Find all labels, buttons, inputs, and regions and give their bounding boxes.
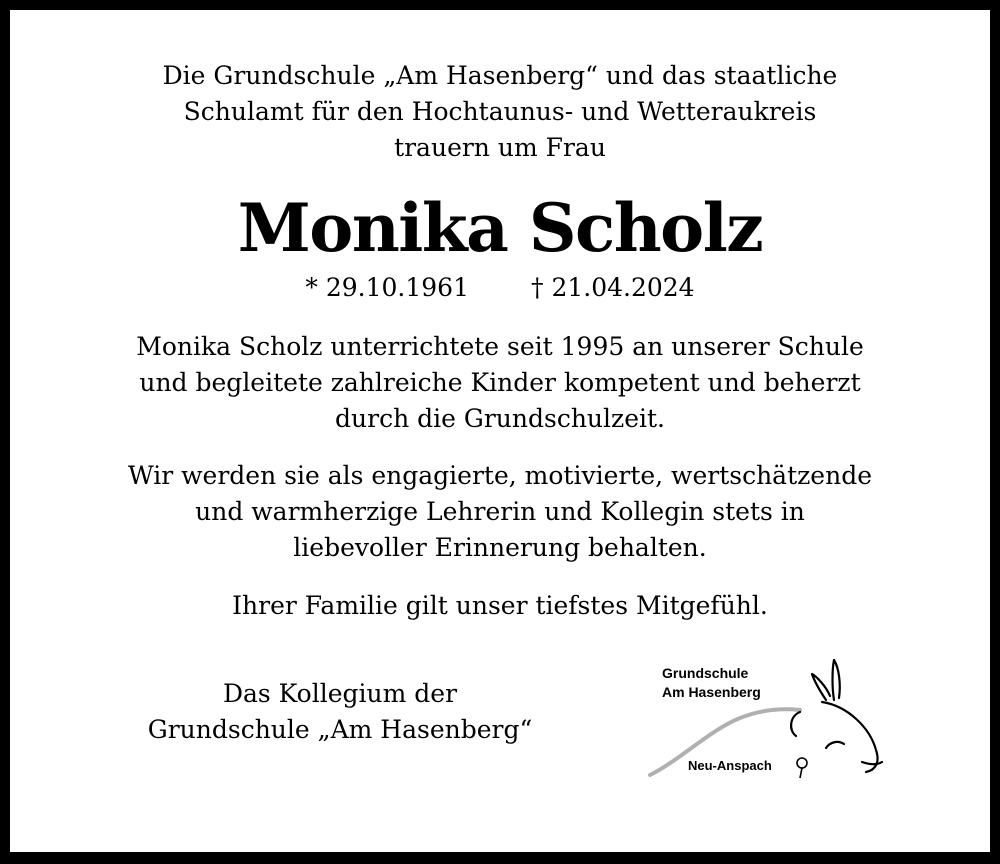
logo-line: Am Hasenberg bbox=[662, 684, 761, 700]
paragraph-line: und begleitete zahlreiche Kinder kompetent und beherzt bbox=[139, 368, 861, 397]
paragraph-line: Monika Scholz unterrichtete seit 1995 an unserer Schule bbox=[136, 332, 864, 361]
tribute-paragraph-1 bbox=[50, 329, 950, 437]
condolence-paragraph bbox=[50, 588, 950, 624]
logo-school-name bbox=[662, 664, 761, 702]
intro-line: trauern um Frau bbox=[394, 133, 606, 162]
signature-line: Grundschule „Am Hasenberg“ bbox=[147, 715, 533, 744]
death-date: † 21.04.2024 bbox=[531, 273, 695, 302]
paragraph-line: und warmherzige Lehrerin und Kollegin stets in bbox=[195, 497, 805, 526]
paragraph-line: Ihrer Familie gilt unser tiefstes Mitgefühl. bbox=[232, 591, 768, 620]
intro-text bbox=[60, 58, 940, 166]
paragraph-line: liebevoller Erinnerung behalten. bbox=[293, 533, 707, 562]
paragraph-line: durch die Grundschulzeit. bbox=[335, 404, 665, 433]
deceased-name: Monika Scholz bbox=[237, 189, 763, 267]
flower-icon bbox=[797, 758, 807, 778]
paragraph-line: Wir werden sie als engagierte, motivierte, wertschätzende bbox=[127, 461, 872, 490]
signature-line: Das Kollegium der bbox=[222, 679, 458, 708]
intro-line: Schulamt für den Hochtaunus- und Wetteraukreis bbox=[183, 97, 817, 126]
intro-line: Die Grundschule „Am Hasenberg“ und das staatliche bbox=[162, 61, 838, 90]
tribute-paragraph-2 bbox=[50, 458, 950, 566]
birth-date: * 29.10.1961 bbox=[305, 273, 469, 302]
life-dates bbox=[60, 270, 940, 306]
school-logo bbox=[640, 650, 900, 790]
rabbit-icon bbox=[791, 660, 882, 772]
logo-place: Neu-Anspach bbox=[688, 758, 772, 773]
logo-line: Grundschule bbox=[662, 665, 749, 681]
signature bbox=[100, 676, 580, 748]
